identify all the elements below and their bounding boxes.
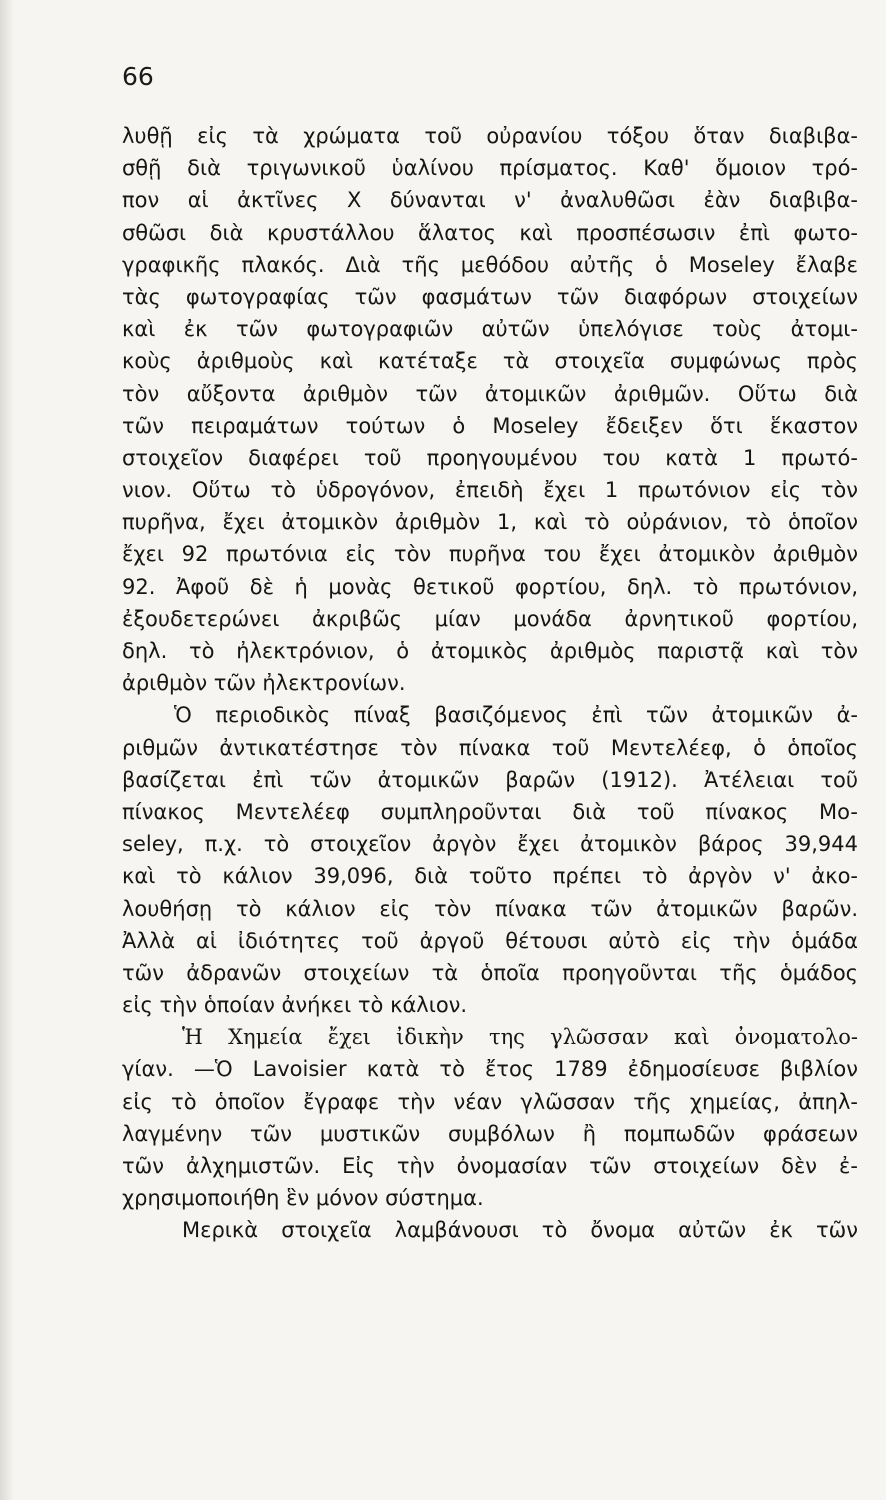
paragraph-end-line: χρησιμοποιήθη ἓν μόνον σύστημα.	[122, 1186, 484, 1211]
text-line: ἔχει 92 πρωτόνια εἰς τὸν πυρῆνα του ἔχει ἀτομικὸν ἀριθμὸν	[122, 542, 858, 567]
text-line: εἰς τὸ ὁποῖον ἔγραφε τὴν νέαν γλῶσσαν τῆς χημείας, ἀπηλ-	[122, 1089, 858, 1114]
text-line: βασίζεται ἐπὶ τῶν ἀτομικῶν βαρῶν (1912). Ἀτέλειαι τοῦ	[122, 767, 858, 792]
text-line: λυθῇ εἰς τὰ χρώματα τοῦ οὐρανίου τόξου ὅταν διαβιβα-	[122, 124, 858, 148]
text-line: ριθμῶν ἀντικατέστησε τὸν πίνακα τοῦ Μεντελέεφ, ὁ ὁποῖος	[122, 735, 858, 760]
text-line: τὸν αὔξοντα ἀριθμὸν τῶν ἀτομικῶν ἀριθμῶν. Οὕτω διὰ	[122, 381, 858, 406]
text-line: τῶν ἀδρανῶν στοιχείων τὰ ὁποῖα προηγοῦνται τῆς ὁμάδος	[122, 960, 858, 985]
text-line: λουθήσῃ τὸ κάλιον εἰς τὸν πίνακα τῶν ἀτομικῶν βαρῶν.	[122, 896, 858, 921]
section-heading-line: Ἡ Χημεία ἔχει ἰδικὴν της γλῶσσαν καὶ ὀνοματολο-	[182, 1025, 858, 1050]
text-line: καὶ ἐκ τῶν φωτογραφιῶν αὐτῶν ὑπελόγισε τοὺς ἀτομι-	[122, 317, 858, 342]
text-line: γίαν. —Ὁ Lavoisier κατὰ τὸ ἔτος 1789 ἐδημοσίευσε βιβλίον	[122, 1057, 858, 1082]
paragraph-end-line: εἰς τὴν ὁποίαν ἀνήκει τὸ κάλιον.	[122, 993, 468, 1018]
text-line: τὰς φωτογραφίας τῶν φασμάτων τῶν διαφόρων στοιχείων	[122, 284, 858, 309]
paragraph-end-line: ἀριθμὸν τῶν ἠλεκτρονίων.	[122, 671, 406, 696]
text-line: στοιχεῖον διαφέρει τοῦ προηγουμένου του κατὰ 1 πρωτό-	[122, 445, 858, 470]
text-line: κοὺς ἀριθμοὺς καὶ κατέταξε τὰ στοιχεῖα συμφώνως πρὸς	[122, 349, 858, 374]
body-text	[122, 120, 858, 1247]
text-line: πίνακος Μεντελέεφ συμπληροῦνται διὰ τοῦ πίνακος Mo-	[122, 799, 858, 824]
paragraph-start-line: Μερικὰ στοιχεῖα λαμβάνουσι τὸ ὄνομα αὐτῶν ἐκ τῶν	[182, 1218, 858, 1243]
page-gutter-shadow	[0, 0, 14, 1500]
text-line: 92. Ἀφοῦ δὲ ἡ μονὰς θετικοῦ φορτίου, δηλ. τὸ πρωτόνιον,	[122, 574, 858, 599]
paragraph-start-line: Ὁ περιοδικὸς πίναξ βασιζόμενος ἐπὶ τῶν ἀτομικῶν ἀ-	[174, 703, 858, 728]
text-line: seley, π.χ. τὸ στοιχεῖον ἀργὸν ἔχει ἀτομικὸν βάρος 39,944	[122, 832, 858, 857]
text-line: πυρῆνα, ἔχει ἀτομικὸν ἀριθμὸν 1, καὶ τὸ οὐράνιον, τὸ ὁποῖον	[122, 510, 858, 535]
text-line: γραφικῆς πλακός. Διὰ τῆς μεθόδου αὐτῆς ὁ Moseley ἔλαβε	[122, 252, 858, 277]
text-line: νιον. Οὕτω τὸ ὑδρογόνον, ἐπειδὴ ἔχει 1 πρωτόνιον εἰς τὸν	[122, 478, 858, 503]
text-line: δηλ. τὸ ἠλεκτρόνιον, ὁ ἀτομικὸς ἀριθμὸς παριστᾷ καὶ τὸν	[122, 639, 858, 663]
text-line: σθῶσι διὰ κρυστάλλου ἅλατος καὶ προσπέσωσιν ἐπὶ φωτο-	[122, 220, 858, 245]
text-line: λαγμένην τῶν μυστικῶν συμβόλων ἢ πομπωδῶν φράσεων	[122, 1121, 858, 1146]
text-line: σθῇ διὰ τριγωνικοῦ ὑαλίνου πρίσματος. Καθ' ὅμοιον τρό-	[122, 156, 858, 181]
text-line: τῶν ἀλχημιστῶν. Εἰς τὴν ὀνομασίαν τῶν στοιχείων δὲν ἐ-	[122, 1154, 858, 1178]
text-line: καὶ τὸ κάλιον 39,096, διὰ τοῦτο πρέπει τὸ ἀργὸν ν' ἀκο-	[122, 864, 858, 889]
text-line: Ἀλλὰ αἱ ἰδιότητες τοῦ ἀργοῦ θέτουσι αὐτὸ εἰς τὴν ὁμάδα	[122, 928, 858, 953]
text-line: ἐξουδετερώνει ἀκριβῶς μίαν μονάδα ἀρνητικοῦ φορτίου,	[122, 606, 858, 631]
page-number: 66	[122, 62, 154, 91]
text-line: πον αἱ ἀκτῖνες Χ δύνανται ν' ἀναλυθῶσι ἐὰν διαβιβα-	[122, 188, 858, 213]
text-line: τῶν πειραμάτων τούτων ὁ Moseley ἔδειξεν ὅτι ἕκαστον	[122, 413, 858, 438]
